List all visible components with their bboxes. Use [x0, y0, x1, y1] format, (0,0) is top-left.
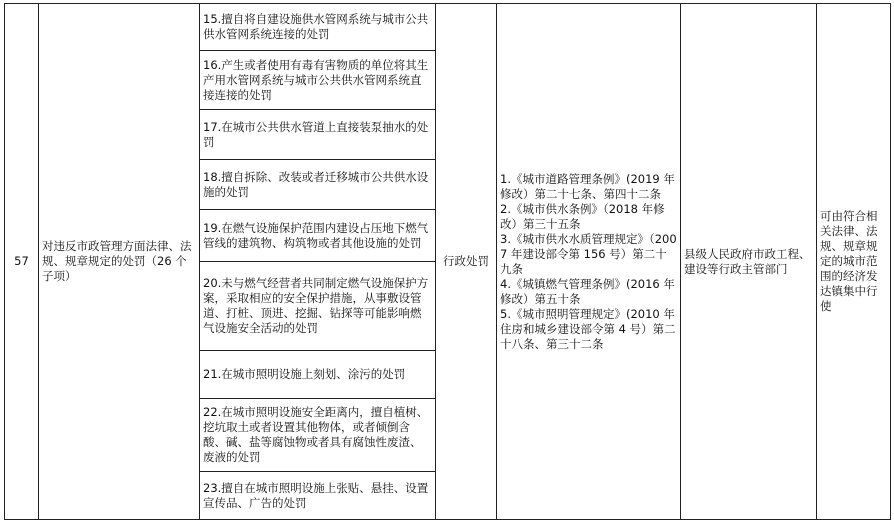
legal-basis — [497, 4, 681, 520]
subitem-18: 18.擅自拆除、改装或者迁移城市公共供水设施的处罚 — [200, 160, 436, 210]
remarks: 可由符合相关法律、法规、规章规定的城市范围的经济发达镇集中行使 — [817, 4, 891, 520]
subitem-23: 23.擅自在城市照明设施上张贴、悬挂、设置宣传品、广告的处罚 — [200, 472, 436, 520]
row-number: 57 — [5, 4, 39, 520]
subitem-20: 20.未与燃气经营者共同制定燃气设施保护方案，采取相应的安全保护措施，从事敷设管道、打桩、顶进、挖掘、钻探等可能影响燃气设施安全活动的处罚 — [200, 262, 436, 351]
responsible-department: 县级人民政府市政工程、建设等行政主管部门 — [681, 4, 817, 520]
subitem-15: 15.擅自将自建设施供水管网系统与城市公共供水管网系统连接的处罚 — [200, 4, 436, 51]
subitem-21: 21.在城市照明设施上刻划、涂污的处罚 — [200, 351, 436, 399]
subitem-16: 16.产生或者使用有毒有害物质的单位将其生产用水管网系统与城市公共供水管网系统直接连接的处罚 — [200, 51, 436, 110]
power-list-table — [4, 3, 891, 520]
table-row — [5, 4, 891, 51]
basis-line: 2.《城市供水条例》（2018 年修改）第三十五条 — [500, 201, 665, 231]
basis-line: 3.《城市供水水质管理规定》（2007 年建设部令第 156 号）第二十九条 — [500, 231, 677, 276]
subitem-19: 19.在燃气设施保护范围内建设占压地下燃气管线的建筑物、构筑物或者其他设施的处罚 — [200, 210, 436, 262]
basis-line: 4.《城镇燃气管理条例》(2016 年修改）第五十条 — [500, 276, 675, 306]
subitem-17: 17.在城市公共供水管道上直接装泵抽水的处罚 — [200, 110, 436, 160]
power-type: 行政处罚 — [436, 4, 497, 520]
subitem-22: 22.在城市照明设施安全距离内，擅自植树、挖坑取土或者设置其他物体，或者倾倒含酸、碱、盐等腐蚀物或者具有腐蚀性废渣、废液的处罚 — [200, 399, 436, 472]
basis-line: 5.《城市照明管理规定》(2010 年住房和城乡建设部令第 4 号）第二十八条、第三十二条 — [500, 306, 676, 351]
basis-line: 1.《城市道路管理条例》(2019 年修改）第二十七条、第四十二条 — [500, 171, 675, 201]
item-category: 对违反市政管理方面法律、法规、规章规定的处罚（26 个子项） — [39, 4, 200, 520]
